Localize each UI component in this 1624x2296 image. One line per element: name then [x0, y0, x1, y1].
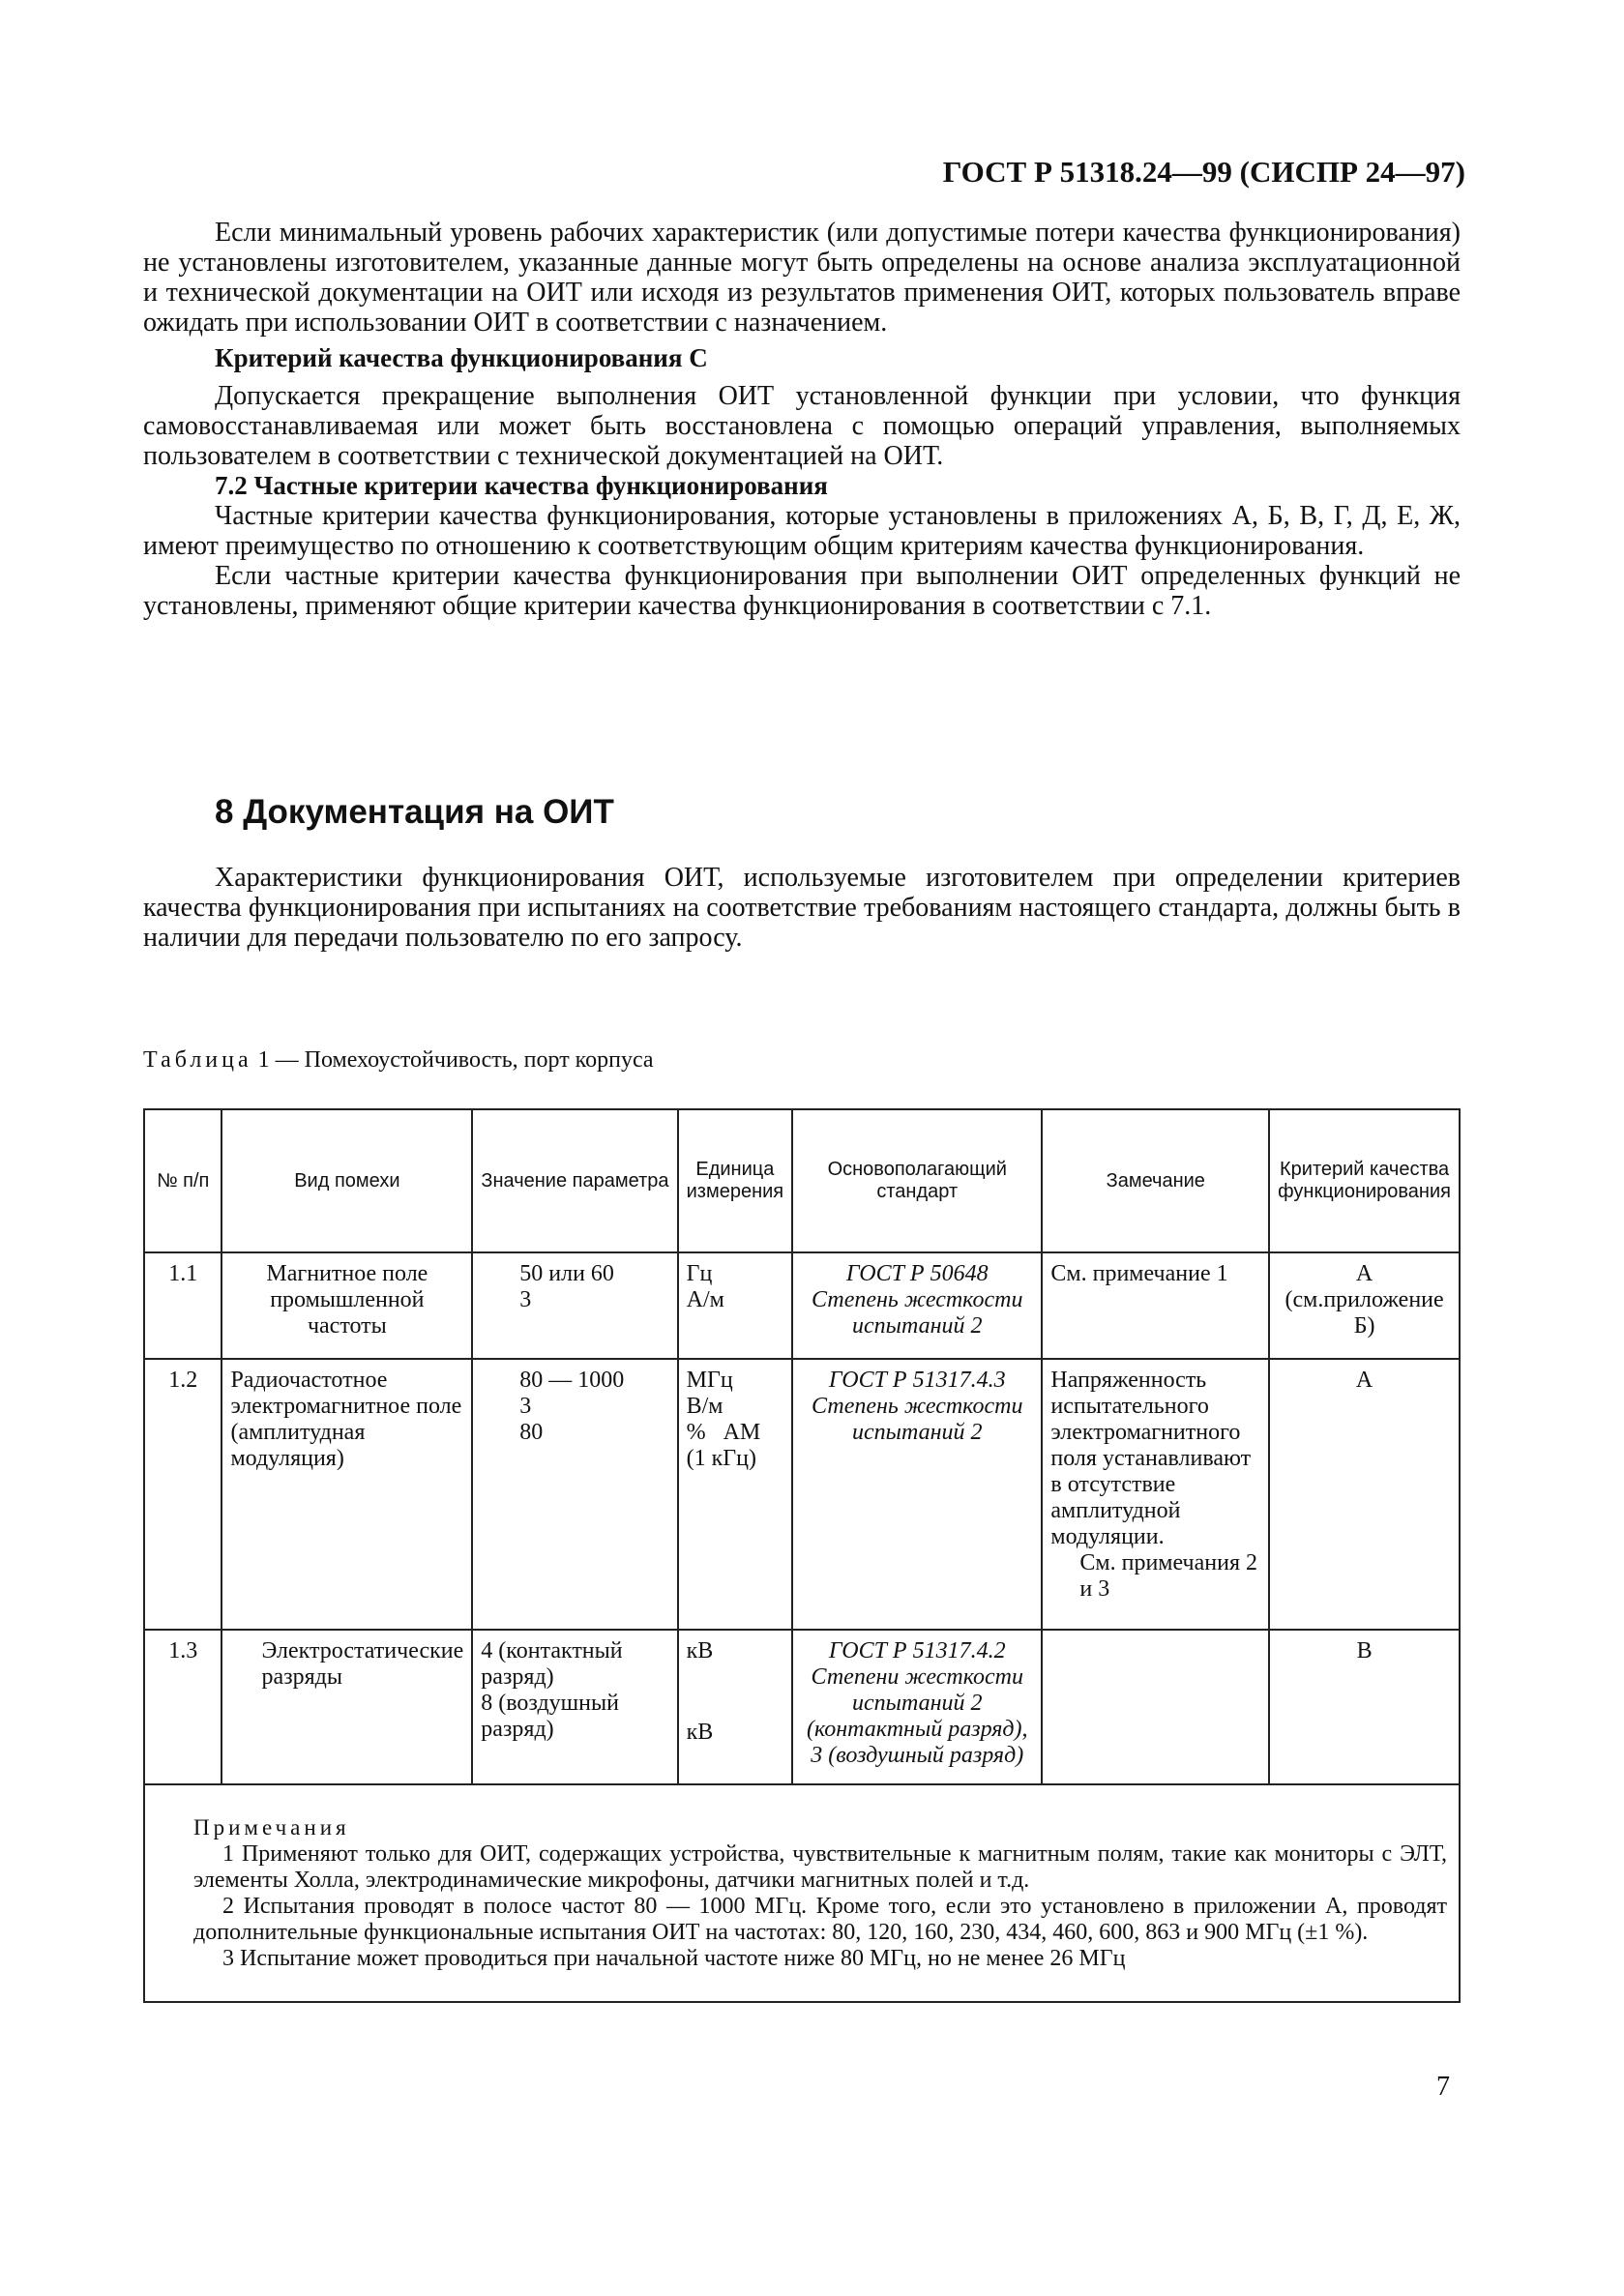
standard-name: ГОСТ Р 50648 [845, 1261, 989, 1286]
cell-num: 1.1 [144, 1252, 221, 1359]
notes-cell [144, 1784, 1460, 2002]
header-type: Вид помехи [221, 1109, 472, 1252]
cell-note: См. примечание 1 [1042, 1252, 1269, 1359]
value-line: 8 (воздушный разряд) [481, 1691, 619, 1742]
value-line: 80 — 1000 [519, 1368, 625, 1393]
section-8-title: 8 Документация на ОИТ [215, 793, 614, 831]
cell-standard [792, 1359, 1042, 1630]
standard-detail: Степени жесткости испытаний 2 (контактный разряд), 3 (воздушный разряд) [806, 1664, 1028, 1768]
cell-criterion: А [1269, 1359, 1460, 1630]
unit-line: кВ [686, 1720, 714, 1745]
page-number: 7 [1436, 2072, 1450, 2102]
cell-standard [792, 1252, 1042, 1359]
note-item: 3 Испытание может проводиться при начальной частоте ниже 80 МГц, но не менее 26 МГц [222, 1946, 1126, 1971]
unit-line: МГц [686, 1368, 733, 1393]
note-text: Напряженность испытательного электромагнитного поля устанавливают в отсутствие амплитудной модуляции. [1050, 1368, 1252, 1549]
table-notes-row [144, 1784, 1460, 2002]
table-caption [143, 1047, 654, 1074]
standard-detail: Степень жесткости испытаний 2 [812, 1287, 1023, 1339]
header-criterion: Критерий качества функционирования [1269, 1109, 1460, 1252]
table-caption-text: 1 — Помехоустойчивость, порт корпуса [251, 1047, 654, 1073]
unit-line: кВ [686, 1638, 714, 1663]
value-line: 3 [519, 1394, 532, 1419]
unit-line: Гц [686, 1261, 713, 1286]
header-standard: Основополагающий стандарт [792, 1109, 1042, 1252]
header-value: Значение параметра [472, 1109, 677, 1252]
unit-line: А/м [686, 1287, 724, 1312]
cell-type: Магнитное поле промышленной частоты [221, 1252, 472, 1359]
paragraph-criterion-c: Допускается прекращение выполнения ОИТ установленной функции при условии, что функция самовосстанавливаемая или может быть восстановлена с помощью операций управления, выполняемых пользователем в соответствии с технической документацией на ОИТ. [143, 381, 1461, 471]
cell-value [472, 1252, 677, 1359]
table-row [144, 1630, 1460, 1784]
cell-unit [678, 1359, 793, 1630]
paragraph-specific-criteria: Частные критерии качества функционирования, которые установлены в приложениях А, Б, В, Г, Д, Е, Ж, имеют преимущество по отношению к соответствующим общим критериям качества функционирования. [143, 501, 1461, 561]
cell-type: Электростатические разряды [221, 1630, 472, 1784]
immunity-table [143, 1108, 1461, 2003]
notes-title: Примечания [193, 1815, 350, 1840]
cell-standard [792, 1630, 1042, 1784]
note-item: 1 Применяют только для ОИТ, содержащих устройства, чувствительные к магнитным полям, такие как мониторы с ЭЛТ, элементы Холла, электродинамические микрофоны, датчики магнитных полей и т.д. [193, 1841, 1447, 1893]
cell-value [472, 1359, 677, 1630]
value-line: 50 или 60 [519, 1261, 614, 1286]
cell-note [1042, 1630, 1269, 1784]
subsection-7-2-heading: 7.2 Частные критерии качества функционирования [215, 471, 828, 500]
table-row [144, 1359, 1460, 1630]
paragraph-general-criteria: Если частные критерии качества функционирования при выполнении ОИТ определенных функций не установлены, применяют общие критерии качества функционирования в соответствии с 7.1. [143, 561, 1461, 621]
cell-type: Радиочастотное электромагнитное поле (амплитудная модуляция) [221, 1359, 472, 1630]
standard-detail: Степень жесткости испытаний 2 [812, 1394, 1023, 1445]
header-note: Замечание [1042, 1109, 1269, 1252]
cell-value [472, 1630, 677, 1784]
body-text-block [143, 218, 1461, 621]
header-num: № п/п [144, 1109, 221, 1252]
cell-num: 1.3 [144, 1630, 221, 1784]
cell-num: 1.2 [144, 1359, 221, 1630]
section-8-body [143, 863, 1461, 953]
table-header-row [144, 1109, 1460, 1252]
table-caption-prefix: Таблица [143, 1047, 252, 1073]
table-row [144, 1252, 1460, 1359]
cell-unit [678, 1252, 793, 1359]
paragraph-documentation: Характеристики функционирования ОИТ, используемые изготовителем при определении критериев качества функционирования при испытаниях на соответствие требованиям настоящего стандарта, должны быть в наличии для передачи пользователю по его запросу. [143, 863, 1461, 953]
unit-line: В/м [686, 1394, 723, 1419]
value-line: 4 (контактный разряд) [481, 1638, 623, 1690]
unit-line: % АМ [686, 1420, 761, 1445]
cell-criterion: В [1269, 1630, 1460, 1784]
header-unit: Единица измерения [678, 1109, 793, 1252]
criterion-c-heading: Критерий качества функционирования С [215, 343, 708, 372]
paragraph-performance-level: Если минимальный уровень рабочих характеристик (или допустимые потери качества функционирования) не установлены изготовителем, указанные данные могут быть определены на основе анализа эксплуатационной и технической документации на ОИТ или исходя из результатов применения ОИТ, которых пользователь вправе ожидать при использовании ОИТ в соответствии с назначением. [143, 218, 1461, 338]
cell-criterion: А (см.приложение Б) [1269, 1252, 1460, 1359]
cell-unit [678, 1630, 793, 1784]
unit-line: (1 кГц) [686, 1446, 756, 1471]
value-line: 80 [519, 1420, 544, 1445]
value-line: 3 [519, 1287, 532, 1312]
document-header: ГОСТ Р 51318.24—99 (СИСПР 24—97) [942, 155, 1465, 189]
note-item: 2 Испытания проводят в полосе частот 80 — 1000 МГц. Кроме того, если это установлено в приложении А, проводят дополнительные функциональные испытания ОИТ на частотах: 80, 120, 160, 230, 434, 460, 600, 863 и 900 МГц (±1 %). [193, 1894, 1447, 1945]
standard-name: ГОСТ Р 51317.4.2 [828, 1638, 1006, 1663]
standard-name: ГОСТ Р 51317.4.3 [828, 1368, 1006, 1393]
cell-note [1042, 1359, 1269, 1630]
note-reference: См. примечания 2 и 3 [1079, 1550, 1257, 1602]
